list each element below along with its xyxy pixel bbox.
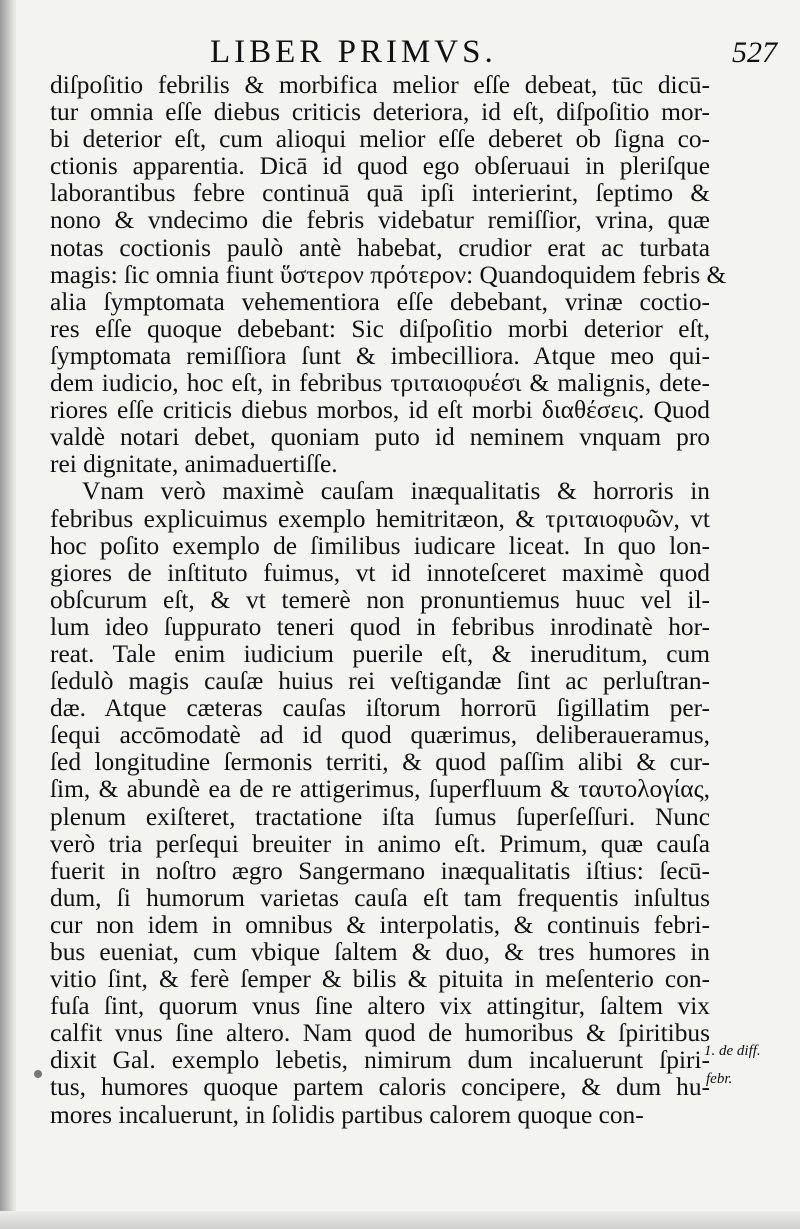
text-line: ſymptomata remiſſiora ſunt & imbecilliora. Atque meo qui- (50, 341, 710, 370)
text-line: magis: ſic omnia fiunt ὕστερον πρότερον: Quandoquidem febris & (50, 260, 727, 289)
text-line: fuſa ſint, quorum vnus ſine altero vix attingitur, ſaltem vix (50, 992, 710, 1021)
text-line: plenum exiſteret, tractatione iſta ſumus ſuperſeſſuri. Nunc (50, 802, 710, 831)
text-line: mores incaluerunt, in ſolidis partibus calorem quoque con- (50, 1100, 644, 1129)
text-line: obſcurum eſt, & vt temerè non pronuntiemus huuc vel il- (50, 585, 710, 614)
text-line: tus, humores quoque partem caloris concipere, & dum hu- (50, 1073, 710, 1102)
text-line: bus eueniat, cum vbique ſaltem & duo, & tres humores in (50, 938, 710, 966)
text-line: lum ideo ſuppurato teneri quod in febribus inrodinatè hor- (50, 612, 710, 641)
text-line: verò tria perſequi breuiter in animo eſt. Primum, quæ cauſa (50, 829, 710, 858)
body-text (50, 71, 727, 1129)
text-line: dem iudicio, hoc eſt, in febribus τριταιοφυέσι & malignis, dete- (50, 369, 710, 398)
page-header (0, 34, 800, 74)
page-number: 527 (732, 36, 777, 69)
text-line: diſpoſitio febrilis & morbifica melior eſſe debeat, tūc dicū- (50, 71, 710, 99)
text-line: reat. Tale enim iudicium puerile eſt, & ineruditum, cum (50, 639, 710, 668)
text-line: Vnam verò maximè cauſam inæqualitatis & horroris in (82, 477, 710, 506)
text-line: dixit Gal. exemplo lebetis, nimirum dum incaluerunt ſpiri- (50, 1046, 710, 1075)
text-line: riores eſſe criticis diebus morbos, id eſt morbi διαθέσεις. Quod (50, 396, 710, 425)
text-line: valdè notari debet, quoniam puto id neminem vnquam pro (50, 423, 710, 452)
margin-note-reference-cont: febr. (706, 1071, 733, 1087)
margin-note-reference: 1. de diff. (704, 1043, 761, 1059)
text-line: ſim, & abundè ea de re attigerimus, ſuperfluum & ταυτολογίας, (50, 775, 710, 804)
text-line: fuerit in noſtro ægro Sangermano inæqualitatis iſtius: ſecū- (50, 856, 710, 885)
text-line: alia ſymptomata vehementiora eſſe debebant, vrinæ coctio- (50, 287, 710, 316)
text-line: ſedulò magis cauſæ huius rei veſtigandæ ſint ac perluſtran- (50, 667, 710, 696)
text-line: ctionis apparentia. Dicā id quod ego obſeruaui in pleriſque (50, 152, 710, 181)
page-gutter-shadow (0, 0, 16, 1229)
text-line: hoc poſito exemplo de ſimilibus iudicare liceat. In quo lon- (50, 531, 710, 560)
text-line: notas coctionis paulò antè habebat, crudior erat ac turbata (50, 233, 710, 262)
margin-dot-icon (34, 1070, 42, 1078)
text-line: laborantibus febre continuā quā ipſi interierint, ſeptimo & (50, 179, 710, 208)
text-line: giores de inſtituto fuimus, vt id innoteſceret maximè quod (50, 558, 710, 587)
running-title: LIBER PRIMVS. (210, 34, 497, 70)
text-line: vitio ſint, & ferè ſemper & bilis & pituita in meſenterio con- (50, 965, 710, 994)
text-line: ſed longitudine ſermonis territi, & quod paſſim alibi & cur- (50, 748, 710, 777)
text-line: dæ. Atque cæteras cauſas iſtorum horrorū ſigillatim per- (50, 694, 710, 723)
text-line: tur omnia eſſe diebus criticis deteriora, id eſt, diſpoſitio mor- (50, 98, 710, 127)
text-line: bi deterior eſt, cum alioqui melior eſſe deberet ob ſigna co- (50, 125, 710, 154)
page-bottom-edge (0, 1211, 800, 1229)
text-line: calfit vnus ſine altero. Nam quod de humoribus & ſpiritibus (50, 1019, 710, 1048)
text-line: nono & vndecimo die febris videbatur remiſſior, vrina, quæ (50, 206, 710, 235)
text-line: rei dignitate, animaduertiſſe. (50, 450, 338, 479)
text-line: res eſſe quoque debebant: Sic diſpoſitio morbi deterior eſt, (50, 314, 710, 343)
text-line: febribus explicuimus exemplo hemitritæon, & τριταιοφυῶν, vt (50, 504, 710, 533)
text-line: cur non idem in omnibus & interpolatis, & continuis febri- (50, 910, 710, 939)
text-line: ſequi accōmodatè ad id quod quærimus, deliberaueramus, (50, 721, 710, 750)
text-line: dum, ſi humorum varietas cauſa eſt tam frequentis inſultus (50, 883, 710, 912)
